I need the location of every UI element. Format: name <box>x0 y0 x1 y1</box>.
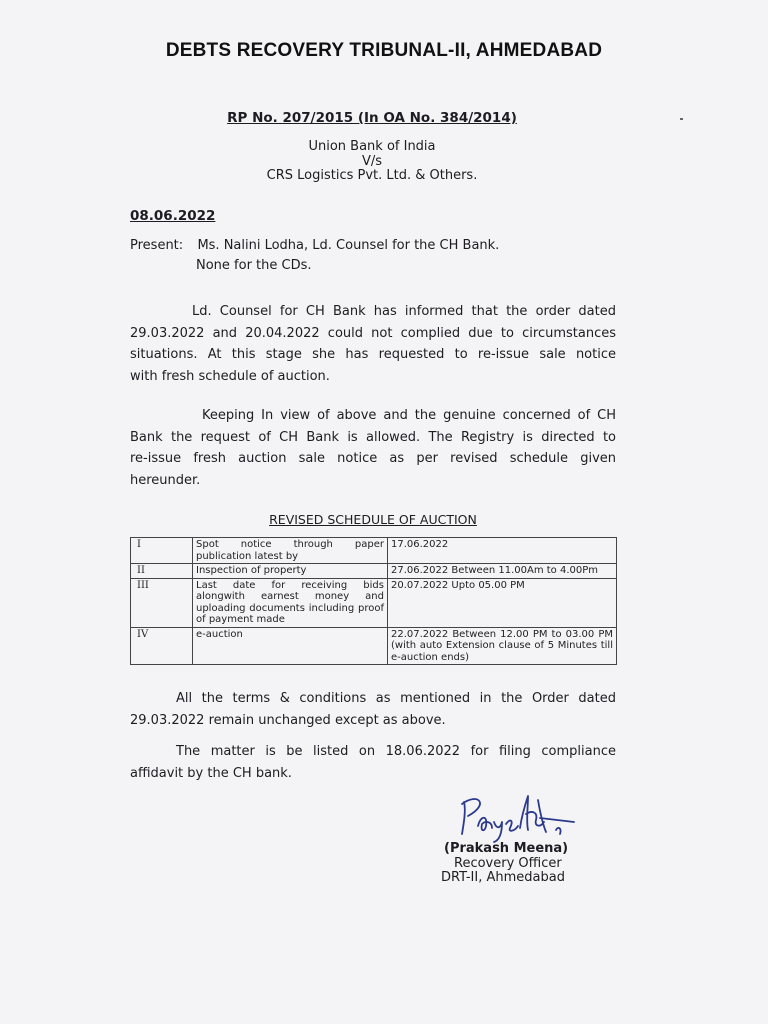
paragraph-line: situations. At this stage she has requested to re-issue sale notice <box>130 347 616 362</box>
table-row <box>131 627 617 665</box>
paragraph-request-allowed <box>130 405 616 491</box>
paragraph-line: The matter is be listed on 18.06.2022 for filing compliance <box>176 744 616 759</box>
schedule-title: REVISED SCHEDULE OF AUCTION <box>269 512 477 527</box>
paragraph-line: All the terms & conditions as mentioned in the Order dated <box>176 691 616 706</box>
row-event: Last date for receiving bids alongwith earnest money and uploading documents including proof of payment made <box>193 578 388 627</box>
paragraph-line: Bank the request of CH Bank is allowed. The Registry is directed to <box>130 429 616 445</box>
row-date: 20.07.2022 Upto 05.00 PM <box>388 578 617 627</box>
present-label: Present: <box>130 238 184 253</box>
paragraph-line: with fresh schedule of auction. <box>130 368 330 384</box>
paragraph-line: affidavit by the CH bank. <box>130 765 292 781</box>
versus-label: V/s <box>361 154 383 169</box>
auction-schedule-table <box>130 537 617 665</box>
case-number: RP No. 207/2015 (In OA No. 384/2014) <box>227 110 517 126</box>
paragraph-line: hereunder. <box>130 472 201 488</box>
paragraph-counsel-info <box>130 301 616 387</box>
table-row <box>131 564 617 579</box>
row-number: II <box>131 564 193 579</box>
row-event: Spot notice through paper publication latest by <box>193 538 388 564</box>
paragraph-listing <box>130 741 616 784</box>
signatory-name: (Prakash Meena) <box>444 841 569 856</box>
row-date: 17.06.2022 <box>388 538 617 564</box>
present-counsel: Ms. Nalini Lodha, Ld. Counsel for the CH Bank. <box>197 238 500 253</box>
scan-speck <box>680 118 683 120</box>
order-date: 08.06.2022 <box>130 208 216 224</box>
present-line <box>130 238 499 253</box>
applicant-name: Union Bank of India <box>308 139 436 154</box>
table-row <box>131 538 617 564</box>
row-number: III <box>131 578 193 627</box>
paragraph-line: Keeping In view of above and the genuine concerned of CH <box>202 408 616 423</box>
present-none: None for the CDs. <box>196 258 312 273</box>
row-event: e-auction <box>193 627 388 665</box>
paragraph-line: 29.03.2022 remain unchanged except as above. <box>130 712 446 728</box>
paragraph-line: re-issue fresh auction sale notice as per revised schedule given <box>130 451 616 466</box>
row-date: 22.07.2022 Between 12.00 PM to 03.00 PM (with auto Extension clause of 5 Minutes till e-auction ends) <box>388 627 617 665</box>
row-number: I <box>131 538 193 564</box>
signatory-office: DRT-II, Ahmedabad <box>441 870 565 885</box>
row-date: 27.06.2022 Between 11.00Am to 4.00Pm <box>388 564 617 579</box>
row-event: Inspection of property <box>193 564 388 579</box>
handwritten-signature <box>456 788 586 844</box>
paragraph-line: Ld. Counsel for CH Bank has informed that the order dated <box>192 304 616 319</box>
paragraph-line: 29.03.2022 and 20.04.2022 could not complied due to circumstances <box>130 325 616 341</box>
row-number: IV <box>131 627 193 665</box>
respondent-name: CRS Logistics Pvt. Ltd. & Others. <box>266 168 478 183</box>
paragraph-terms <box>130 688 616 731</box>
table-row <box>131 578 617 627</box>
signatory-designation: Recovery Officer <box>454 856 562 871</box>
tribunal-heading: DEBTS RECOVERY TRIBUNAL-II, AHMEDABAD <box>165 40 603 61</box>
